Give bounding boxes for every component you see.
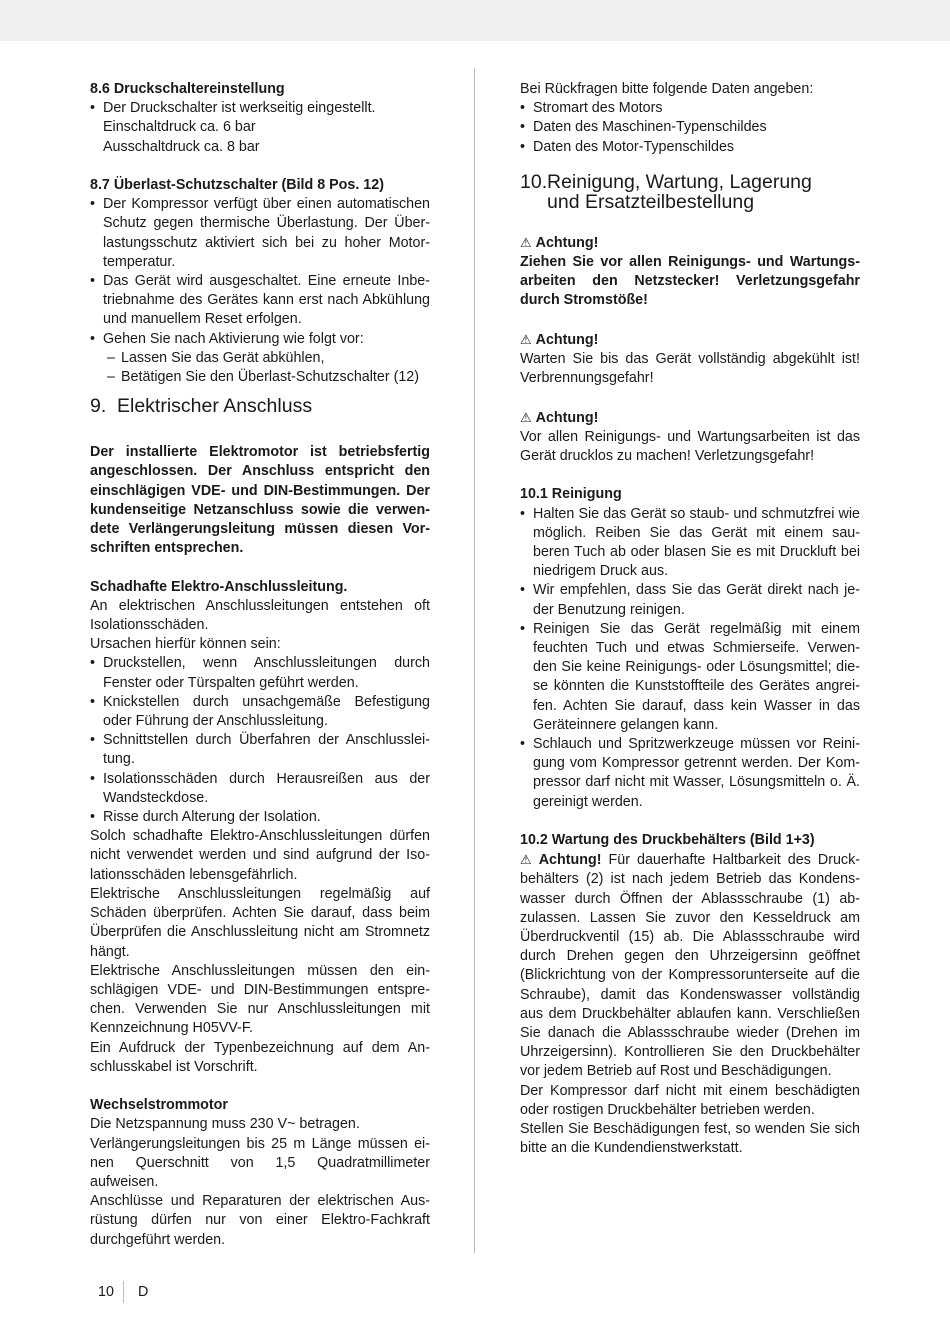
switch-off-pressure: Ausschaltdruck ca. 8 bar <box>103 138 260 155</box>
column-divider <box>474 68 475 1253</box>
section-8-6-list <box>90 99 430 118</box>
list-item: • Der Druckschalter ist werkseitig eingestellt. <box>90 99 430 118</box>
pressure-vessel-paragraph: ⚠ Achtung! Für dauerhafte Haltbarkeit des Druck-behälters (2) ist nach jedem Betrieb das Kondens-wasser durch Öffnen der Ablassschraube (1) ab-zulassen. Lassen Sie zuvor den Kesseldruck am Überdruckventil (15) ab. Die Ablassschraube wird durch Drehen gegen den Uhrzeigersinn geöffnet (Blickrichtung von der Kompressorunterseite auf die Schraube), damit das Kondenswasser vollständig aus dem Druckbehälter ablaufen kann. Verschließen Sie danach die Ablassschraube wieder (Drehen im Uhrzeigersinn). Kontrollieren Sie den Druckbehälter vor jedem Betrieb auf Rost und Beschädigungen. <box>520 852 860 1080</box>
section-8-7-list <box>90 195 430 387</box>
list-item: • Druckstellen, wenn Anschlussleitungen durch Fenster oder Türspalten geführt werden. <box>90 654 430 692</box>
list-item: • Halten Sie das Gerät so staub- und schmutzfrei wie möglich. Reiben Sie das Gerät mit einem sau-beren Tuch ab oder blasen Sie es mit Druckluft bei niedrigem Druck aus. <box>520 505 860 582</box>
list-item: • Reinigen Sie das Gerät regelmäßig mit einem feuchten Tuch und etwas Schmierseife. Verwen-den Sie keine Reinigungs- oder Lösungsmittel; die-se könnten die Kunststoffteile des Gerätes angrei-fen. Achten Sie darauf, dass kein Wasser in das Geräteinnere gelangen kann. <box>520 620 860 735</box>
section-title: Elektrischer Anschluss <box>117 395 313 418</box>
warning-1-label: ⚠ Achtung! <box>520 234 599 251</box>
paragraph: Anschlüsse und Reparaturen der elektrischen Aus-rüstung dürfen nur von einer Elektro-Fachkraft durchgeführt werden. <box>90 1193 430 1248</box>
dash-item: – Betätigen Sie den Überlast-Schutzschalter (12) <box>90 368 430 387</box>
switch-on-pressure: Einschaltdruck ca. 6 bar <box>103 119 256 136</box>
warning-triangle-icon: ⚠ <box>520 331 532 347</box>
list-item: • Der Kompressor verfügt über einen automatischen Schutz gegen thermische Überlastung. Der Über-lastungsschutz aktiviert sich bei zu hoher Motor-temperatur. <box>90 195 430 272</box>
list-item: • Isolationsschäden durch Herausreißen aus der Wandsteckdose. <box>90 770 430 808</box>
paragraph: Stellen Sie Beschädigungen fest, so wenden Sie sich bitte an die Kundendienstwerkstatt. <box>520 1121 860 1157</box>
paragraph: Elektrische Anschlussleitungen regelmäßig auf Schäden überprüfen. Achten Sie darauf, dass beim Überprüfen die Anschlussleitung nicht am Stromnetz hängt. <box>90 885 430 960</box>
left-column <box>90 80 430 1250</box>
section-9-heading <box>90 396 430 416</box>
section-10-2-heading: 10.2 Wartung des Druckbehälters (Bild 1+3) <box>520 832 815 849</box>
paragraph: Die Netzspannung muss 230 V~ betragen. <box>90 1116 360 1133</box>
list-item: • Daten des Maschinen-Typenschildes <box>520 118 860 137</box>
paragraph: Ursachen hierfür können sein: <box>90 636 281 653</box>
section-title-line2: und Ersatzteilbestellung <box>547 190 755 213</box>
section-10-1-heading: 10.1 Reinigung <box>520 486 622 503</box>
warning-2-label: ⚠ Achtung! <box>520 331 599 348</box>
section-number: 10. <box>520 170 548 193</box>
top-band <box>0 0 950 41</box>
paragraph: Verlängerungsleitungen bis 25 m Länge müssen ei-nen Querschnitt von 1,5 Quadratmillimeter aufweisen. <box>90 1135 430 1190</box>
cleaning-list <box>520 505 860 812</box>
list-item: • Wir empfehlen, dass Sie das Gerät direkt nach je-der Benutzung reinigen. <box>520 581 860 619</box>
dash-item: – Lassen Sie das Gerät abkühlen, <box>90 349 430 368</box>
list-item: • Daten des Motor-Typenschildes <box>520 138 860 157</box>
paragraph: Solch schadhafte Elektro-Anschlussleitungen dürfen nicht verwendet werden und sind aufgrund der Iso-lationsschäden lebensgefährlich. <box>90 828 430 883</box>
language-code: D <box>138 1284 149 1300</box>
page-number: 10 <box>98 1284 114 1300</box>
warning-label: Achtung! <box>538 852 602 869</box>
list-item: • Das Gerät wird ausgeschaltet. Eine erneute Inbe-triebnahme des Gerätes kann erst nach Abkühlung und manuellem Reset erfolgen. <box>90 272 430 330</box>
paragraph: Elektrische Anschlussleitungen müssen den ein-schlägigen VDE- und DIN-Bestimmungen entspre-chen. Verwenden Sie nur Anschlussleitungen mit Kennzeichnung H05VV-F. <box>90 962 430 1037</box>
paragraph: Ein Aufdruck der Typenbezeichnung auf dem An-schlusskabel ist Vorschrift. <box>90 1039 430 1075</box>
right-column <box>520 80 860 1159</box>
section-9-intro: Der installierte Elektromotor ist betriebsfertig angeschlossen. Der Anschluss entspricht den einschlägigen VDE- und DIN-Bestimmungen. Der kundenseitige Netzanschluss sowie die verwen-dete Verlängerungsleitung müssen diesen Vor-schriften entsprechen. <box>90 444 430 557</box>
section-title-line1: Reinigung, Wartung, Lagerung <box>547 170 812 193</box>
paragraph: An elektrischen Anschlussleitungen entstehen oft Isolationsschäden. <box>90 597 430 634</box>
warning-triangle-icon: ⚠ <box>520 409 532 425</box>
warning-2-text: Warten Sie bis das Gerät vollständig abgekühlt ist! Verbrennungsgefahr! <box>520 351 860 387</box>
damaged-cable-heading: Schadhafte Elektro-Anschlussleitung. <box>90 578 348 595</box>
warning-3-text: Vor allen Reinigungs- und Wartungsarbeiten ist das Gerät drucklos zu machen! Verletzungsgefahr! <box>520 428 860 465</box>
list-item: • Gehen Sie nach Aktivierung wie folgt vor: <box>90 330 430 349</box>
section-10-heading <box>520 172 860 212</box>
causes-list <box>90 654 430 827</box>
list-item: • Knickstellen durch unsachgemäße Befestigung oder Führung der Anschlussleitung. <box>90 693 430 731</box>
footer-divider <box>123 1281 124 1303</box>
inquiry-intro: Bei Rückfragen bitte folgende Daten angeben: <box>520 81 814 97</box>
ac-motor-heading: Wechselstrommotor <box>90 1097 228 1114</box>
warning-3-label: ⚠ Achtung! <box>520 409 599 426</box>
paragraph: Der Kompressor darf nicht mit einem beschädigten oder rostigen Druckbehälter betrieben werden. <box>520 1082 860 1118</box>
section-8-6-heading: 8.6 Druckschaltereinstellung <box>90 81 285 97</box>
warning-1-text: Ziehen Sie vor allen Reinigungs- und Wartungs-arbeiten den Netzstecker! Verletzungsgefahr durch Stromstöße! <box>520 254 860 309</box>
list-item: • Schlauch und Spritzwerkzeuge müssen vor Reini-gung vom Kompressor getrennt werden. Der Kom-pressor darf nicht mit Wasser, Lösungsmitteln o. Ä. gereinigt werden. <box>520 735 860 812</box>
warning-triangle-icon: ⚠ <box>520 852 535 868</box>
list-item: • Risse durch Alterung der Isolation. <box>90 808 430 827</box>
list-item: • Schnittstellen durch Überfahren der Anschlusslei-tung. <box>90 731 430 769</box>
warning-triangle-icon: ⚠ <box>520 234 532 250</box>
section-8-7-heading: 8.7 Überlast-Schutzschalter (Bild 8 Pos. 12) <box>90 177 384 193</box>
section-number: 9. <box>90 395 107 418</box>
inquiry-list <box>520 99 860 157</box>
list-item: • Stromart des Motors <box>520 99 860 118</box>
